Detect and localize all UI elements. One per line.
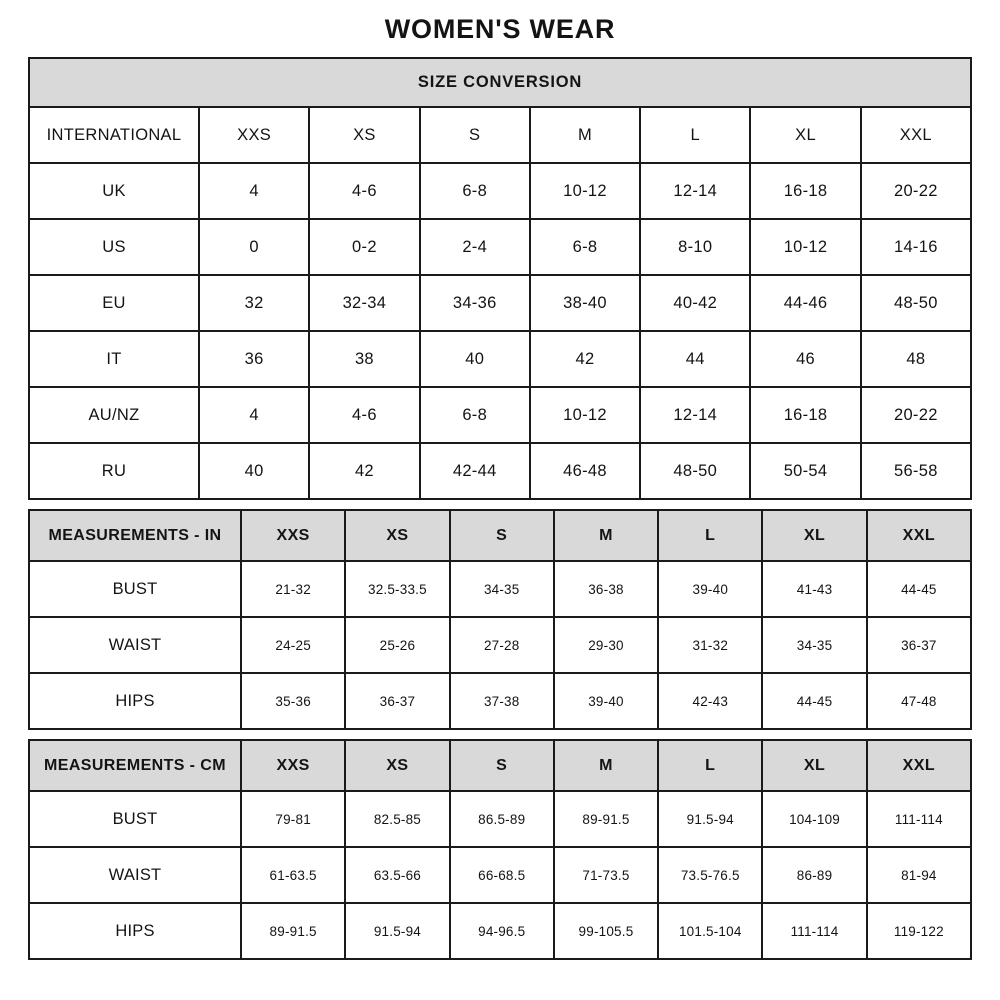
row-label: BUST	[29, 791, 241, 847]
column-header: L	[658, 740, 762, 791]
measurements-in-body	[29, 510, 971, 729]
size-value-cell: 86.5-89	[450, 791, 554, 847]
size-value-cell: 0-2	[309, 219, 419, 275]
size-value-cell: 0	[199, 219, 309, 275]
size-value-cell: 4-6	[309, 387, 419, 443]
size-value-cell: 81-94	[867, 847, 971, 903]
size-value-cell: 4-6	[309, 163, 419, 219]
size-value-cell: 89-91.5	[554, 791, 658, 847]
size-value-cell: 82.5-85	[345, 791, 449, 847]
size-value-cell: 6-8	[420, 163, 530, 219]
table-row	[29, 163, 971, 219]
table-row	[29, 387, 971, 443]
row-label: US	[29, 219, 199, 275]
table-row	[29, 617, 971, 673]
row-label: RU	[29, 443, 199, 499]
column-header: XXS	[241, 740, 345, 791]
table-row	[29, 331, 971, 387]
size-value-cell: 6-8	[420, 387, 530, 443]
size-conversion-table	[28, 57, 972, 500]
table-row	[29, 903, 971, 959]
size-value-cell: 24-25	[241, 617, 345, 673]
table-row	[29, 275, 971, 331]
size-conversion-title: SIZE CONVERSION	[29, 58, 971, 107]
column-header: MEASUREMENTS - CM	[29, 740, 241, 791]
size-value-cell: 73.5-76.5	[658, 847, 762, 903]
size-value-cell: 50-54	[750, 443, 860, 499]
size-value-cell: 34-35	[450, 561, 554, 617]
size-value-cell: 44-45	[867, 561, 971, 617]
row-label: AU/NZ	[29, 387, 199, 443]
table-row	[29, 107, 971, 163]
size-value-cell: 32	[199, 275, 309, 331]
size-value-cell: 119-122	[867, 903, 971, 959]
size-value-cell: 14-16	[861, 219, 971, 275]
row-label: EU	[29, 275, 199, 331]
size-value-cell: 48	[861, 331, 971, 387]
size-value-cell: 16-18	[750, 163, 860, 219]
size-value-cell: 111-114	[867, 791, 971, 847]
size-value-cell: 39-40	[658, 561, 762, 617]
size-value-cell: 31-32	[658, 617, 762, 673]
size-value-cell: 4	[199, 387, 309, 443]
size-value-cell: XXS	[199, 107, 309, 163]
size-value-cell: 56-58	[861, 443, 971, 499]
size-value-cell: 101.5-104	[658, 903, 762, 959]
table-row	[29, 510, 971, 561]
table-row	[29, 673, 971, 729]
size-value-cell: 36	[199, 331, 309, 387]
size-value-cell: 41-43	[762, 561, 866, 617]
size-value-cell: 29-30	[554, 617, 658, 673]
size-value-cell: 44	[640, 331, 750, 387]
size-value-cell: 20-22	[861, 163, 971, 219]
measurements-cm-table	[28, 739, 972, 960]
row-label: UK	[29, 163, 199, 219]
size-value-cell: 34-35	[762, 617, 866, 673]
size-value-cell: XXL	[861, 107, 971, 163]
size-value-cell: 40	[199, 443, 309, 499]
column-header: L	[658, 510, 762, 561]
row-label: INTERNATIONAL	[29, 107, 199, 163]
size-value-cell: L	[640, 107, 750, 163]
size-value-cell: 36-37	[867, 617, 971, 673]
column-header: M	[554, 740, 658, 791]
table-row	[29, 740, 971, 791]
size-value-cell: 99-105.5	[554, 903, 658, 959]
column-header: M	[554, 510, 658, 561]
size-value-cell: 63.5-66	[345, 847, 449, 903]
size-value-cell: 8-10	[640, 219, 750, 275]
size-value-cell: 35-36	[241, 673, 345, 729]
size-value-cell: 36-38	[554, 561, 658, 617]
column-header: S	[450, 510, 554, 561]
size-value-cell: 39-40	[554, 673, 658, 729]
size-value-cell: 94-96.5	[450, 903, 554, 959]
table-row	[29, 443, 971, 499]
size-value-cell: 71-73.5	[554, 847, 658, 903]
column-header: XL	[762, 740, 866, 791]
size-value-cell: 40-42	[640, 275, 750, 331]
column-header: XXS	[241, 510, 345, 561]
size-value-cell: 104-109	[762, 791, 866, 847]
size-value-cell: 10-12	[750, 219, 860, 275]
size-value-cell: 42	[309, 443, 419, 499]
table-row	[29, 791, 971, 847]
column-header: XXL	[867, 510, 971, 561]
size-value-cell: 47-48	[867, 673, 971, 729]
size-value-cell: 111-114	[762, 903, 866, 959]
size-value-cell: 86-89	[762, 847, 866, 903]
row-label: HIPS	[29, 903, 241, 959]
size-value-cell: 42-43	[658, 673, 762, 729]
size-value-cell: XL	[750, 107, 860, 163]
size-value-cell: 79-81	[241, 791, 345, 847]
size-value-cell: S	[420, 107, 530, 163]
size-value-cell: 10-12	[530, 387, 640, 443]
table-row	[29, 847, 971, 903]
size-value-cell: 42	[530, 331, 640, 387]
size-value-cell: 34-36	[420, 275, 530, 331]
column-header: XL	[762, 510, 866, 561]
size-value-cell: 10-12	[530, 163, 640, 219]
size-value-cell: XS	[309, 107, 419, 163]
column-header: XS	[345, 740, 449, 791]
size-value-cell: 91.5-94	[345, 903, 449, 959]
size-value-cell: 46-48	[530, 443, 640, 499]
size-value-cell: 89-91.5	[241, 903, 345, 959]
size-value-cell: 4	[199, 163, 309, 219]
size-value-cell: 48-50	[861, 275, 971, 331]
column-header: XS	[345, 510, 449, 561]
table-row	[29, 561, 971, 617]
size-value-cell: 27-28	[450, 617, 554, 673]
size-value-cell: 37-38	[450, 673, 554, 729]
size-conversion-body	[29, 107, 971, 499]
column-header: XXL	[867, 740, 971, 791]
size-value-cell: 42-44	[420, 443, 530, 499]
size-value-cell: 2-4	[420, 219, 530, 275]
row-label: IT	[29, 331, 199, 387]
row-label: BUST	[29, 561, 241, 617]
table-row	[29, 219, 971, 275]
measurements-cm-body	[29, 740, 971, 959]
size-value-cell: 32.5-33.5	[345, 561, 449, 617]
size-value-cell: 44-46	[750, 275, 860, 331]
size-value-cell: 12-14	[640, 387, 750, 443]
size-value-cell: M	[530, 107, 640, 163]
size-value-cell: 46	[750, 331, 860, 387]
size-value-cell: 38-40	[530, 275, 640, 331]
size-value-cell: 6-8	[530, 219, 640, 275]
table-title-row	[29, 58, 971, 107]
row-label: WAIST	[29, 847, 241, 903]
size-value-cell: 12-14	[640, 163, 750, 219]
size-value-cell: 36-37	[345, 673, 449, 729]
size-value-cell: 32-34	[309, 275, 419, 331]
size-value-cell: 48-50	[640, 443, 750, 499]
size-value-cell: 21-32	[241, 561, 345, 617]
column-header: MEASUREMENTS - IN	[29, 510, 241, 561]
size-value-cell: 16-18	[750, 387, 860, 443]
row-label: WAIST	[29, 617, 241, 673]
page-title: WOMEN'S WEAR	[384, 14, 616, 44]
size-value-cell: 38	[309, 331, 419, 387]
size-value-cell: 40	[420, 331, 530, 387]
size-value-cell: 20-22	[861, 387, 971, 443]
row-label: HIPS	[29, 673, 241, 729]
column-header: S	[450, 740, 554, 791]
size-value-cell: 91.5-94	[658, 791, 762, 847]
size-value-cell: 66-68.5	[450, 847, 554, 903]
size-value-cell: 25-26	[345, 617, 449, 673]
measurements-in-table	[28, 509, 972, 730]
size-value-cell: 44-45	[762, 673, 866, 729]
size-value-cell: 61-63.5	[241, 847, 345, 903]
